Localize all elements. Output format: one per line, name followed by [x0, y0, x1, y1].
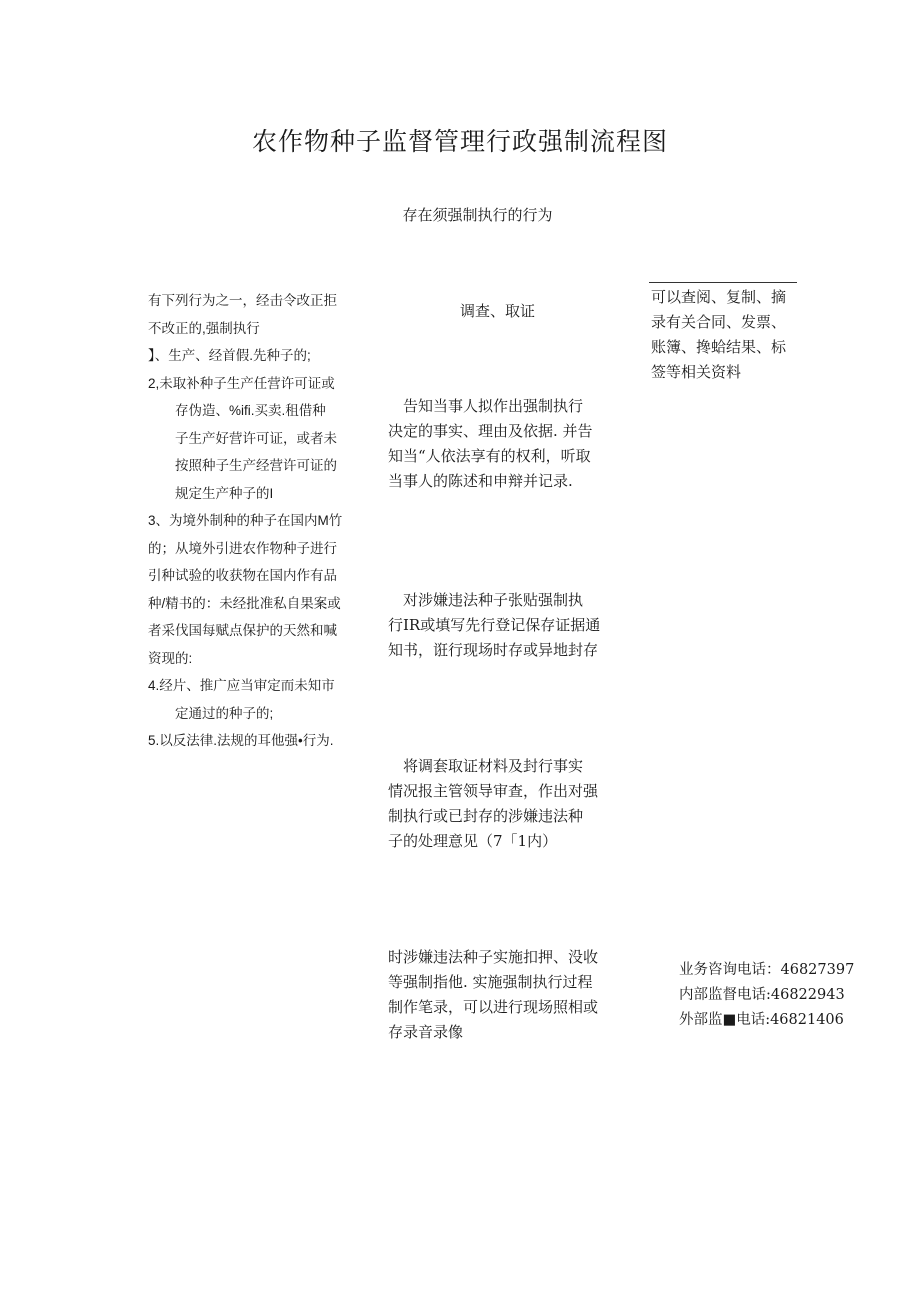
condition-line: 2,未取补种子生产任营许可证或	[148, 375, 335, 391]
step-text-line: 调查、取证	[460, 302, 536, 320]
condition-line: 资现的:	[148, 650, 193, 666]
condition-line: 种/精书的：未经批准私自果案或	[148, 595, 341, 611]
step-text-line: 知书，诳行现场时存或异地封存	[388, 641, 599, 659]
condition-line: 按照种子生产经营许可证的	[175, 458, 337, 473]
contact-line: 外部监■电话:46821406	[679, 1012, 844, 1028]
condition-line: 不改正的,强制执行	[148, 320, 260, 336]
condition-line: 4.经片、推广应当审定而未知市	[148, 678, 335, 693]
step-text-line: 决定的事实、理由及依据. 并告	[388, 422, 593, 440]
step-text-line: 当事人的陈述和申辩并记录.	[388, 472, 573, 490]
condition-line: 者采伐国每赋点保护的天然和喊	[148, 623, 337, 638]
condition-line: 有下列行为之一，经击令改正拒	[148, 293, 337, 308]
step-seal	[388, 588, 608, 663]
condition-line: 的；从境外引进农作物种子进行	[148, 540, 337, 556]
conditions-list	[148, 287, 348, 755]
contact-line: 业务咨询电话：46827397	[679, 962, 855, 978]
evidence-note-line: 可以查阅、复制、摘	[651, 288, 787, 306]
contact-info	[679, 958, 854, 1033]
contact-line: 内部监督电话:46822943	[679, 987, 845, 1003]
evidence-note-line: 账簿、搀蛤结果、标	[651, 338, 787, 356]
step-text-line: 制执行或已封存的涉嫌违法种	[388, 807, 584, 825]
step-text-line: 子的处理意见（7「1内）	[388, 832, 558, 850]
step-text-line: 存录音录像	[388, 1023, 464, 1041]
step-text-line: 制作笔录，可以进行现场照相或	[388, 998, 599, 1016]
condition-line: 引种试验的收获物在国内作有品	[148, 568, 337, 583]
step-text-line: 行IR或填写先行登记保存证据通	[388, 616, 601, 634]
evidence-note-line: 签等相关资料	[651, 363, 742, 381]
start-node: 存在须强制执行的行为	[402, 206, 553, 224]
evidence-note-rule	[649, 282, 797, 283]
page-title: 农作物种子监督管理行政强制流程图	[251, 127, 668, 156]
step-notify	[388, 394, 608, 494]
step-execute	[388, 945, 608, 1045]
step-text-line: 等强制指他. 实施强制执行过程	[388, 973, 593, 991]
condition-line: 子生产好营许可证，或者未	[175, 430, 337, 446]
step-text-line: 对涉嫌违法种子张贴强制执	[388, 591, 584, 609]
step-text-line: 告知当事人拟作出强制执行	[388, 397, 584, 415]
condition-line: 规定生产种子的I	[175, 485, 274, 501]
condition-line: 定通过的种子的;	[175, 705, 274, 721]
condition-line: 存伪造、%ifi.买卖.租借种	[175, 403, 326, 418]
evidence-note-line: 录有关合同、发票、	[651, 313, 787, 331]
step-text-line: 情况报主管领导审查，作出对强	[388, 782, 599, 800]
step-investigate	[460, 299, 535, 324]
condition-line: 5.以反法律.法规的耳他强•行为.	[148, 733, 334, 748]
step-review	[388, 754, 608, 854]
step-text-line: 知当“人依法享有的权利，听取	[388, 447, 591, 465]
step-text-line: 时涉嫌违法种子实施扣押、没收	[388, 948, 599, 966]
evidence-note	[651, 285, 801, 385]
condition-line: 】、生产、经首假.先种子的;	[148, 348, 311, 363]
condition-line: 3、为境外制种的种子在国内M竹	[148, 513, 343, 528]
step-text-line: 将调套取证材料及封行事实	[388, 757, 584, 775]
